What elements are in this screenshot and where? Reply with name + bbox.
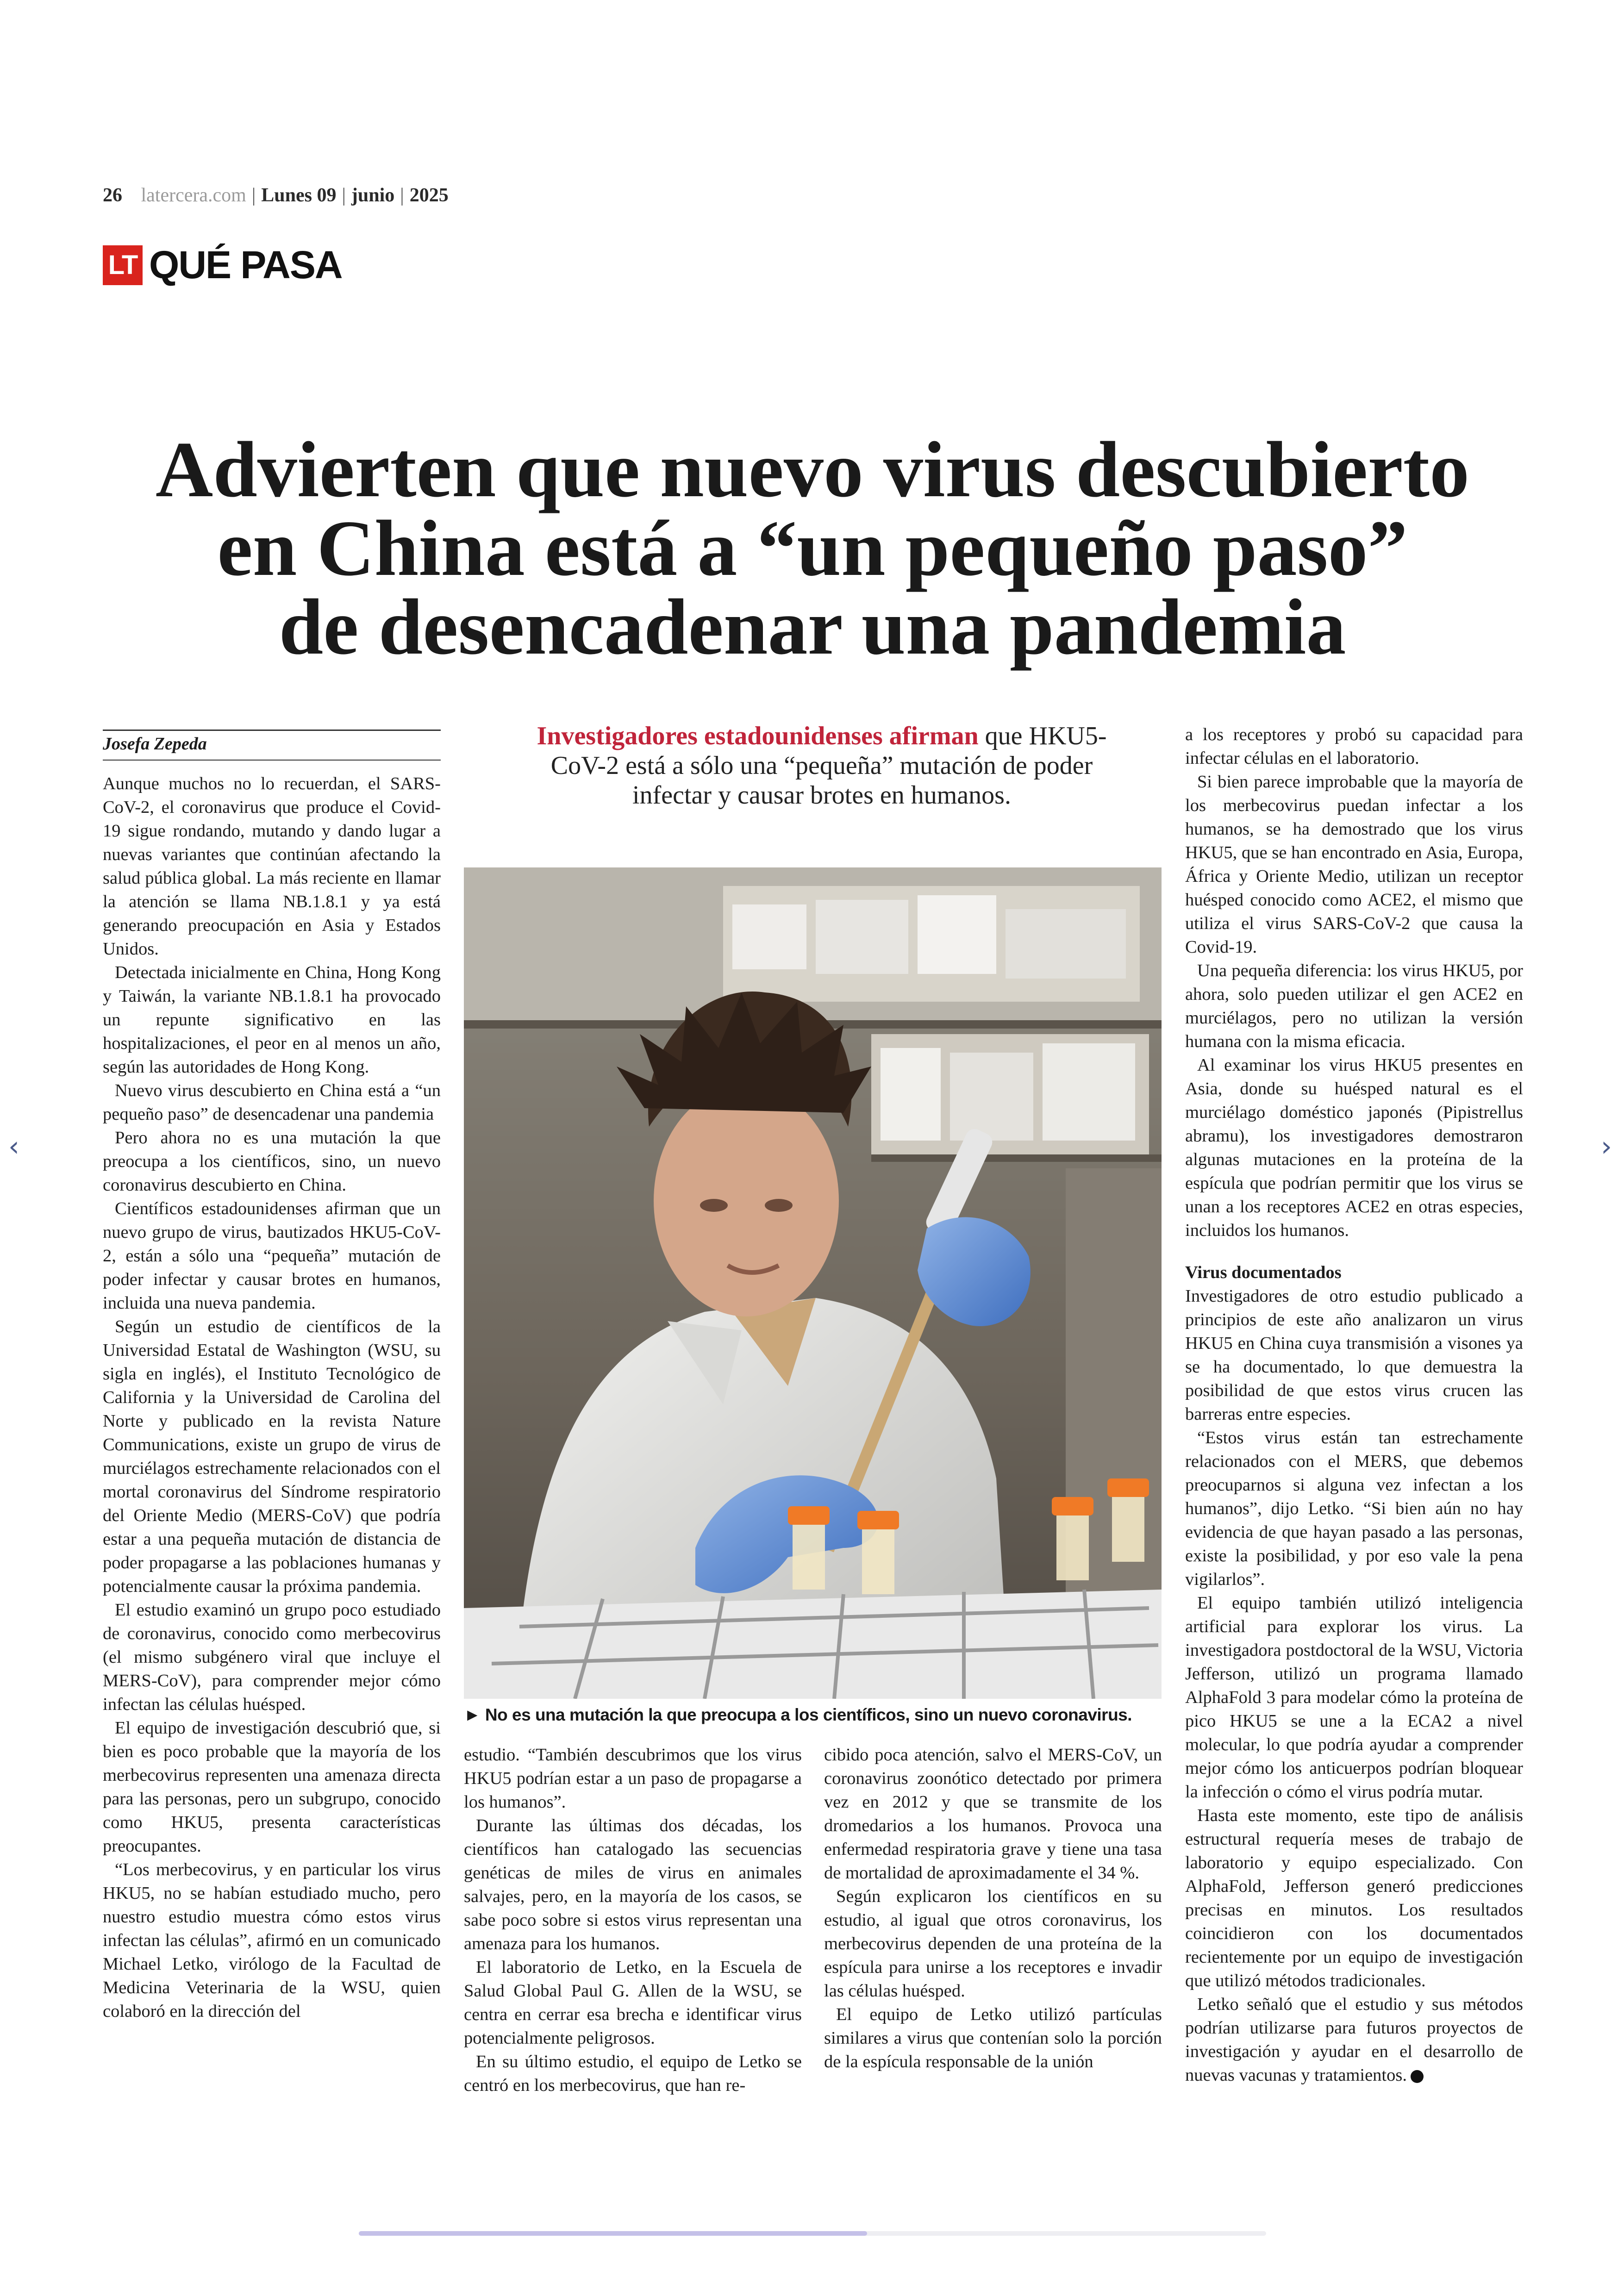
article-column-4 [1185, 723, 1523, 2087]
paragraph: Al examinar los virus HKU5 presentes en Asia, donde su huésped natural es el murciélago doméstico japonés (Pipistrellus abramu), los investigadores demostraron algunas mutaciones en la proteína de la espícula que podrían permitir que los virus se unan a los receptores ACE2 en otras especies, incluidos los humanos. [1185, 1055, 1523, 1240]
page-number: 26 [103, 185, 122, 206]
paragraph: “Los merbecovirus, y en particular los virus HKU5, no se habían estudiado mucho, pero nuestro estudio muestra cómo estos virus infectan las células”, afirmó en un comunicado Michael Letko, virólogo de la Facultad de Medicina Veterinaria de la WSU, quien colaboró en la dirección del [103, 1860, 441, 2021]
paragraph: El equipo también utilizó inteligencia artificial para explorar los virus. La investigadora postdoctoral de la WSU, Victoria Jefferson, utilizó un programa llamado AlphaFold 3 para modelar cómo la proteína de pico HKU5 se une a la ECA2 a nivel molecular, lo que podría ayudar a comprender mejor cómo los anticuerpos podrían bloquear la infección o cómo el virus podría mutar. [1185, 1593, 1523, 1802]
date-month: junio [351, 185, 395, 206]
closing-text: Letko señaló que el estudio y sus métodos podrían utilizarse para futuros proyectos de investigación y ayudar en el desarrollo de nuevas vacunas y tratamientos. [1185, 1995, 1523, 2085]
scroll-thumb[interactable] [359, 2231, 867, 2236]
date-year: 2025 [409, 185, 449, 206]
subheading: Virus documentados [1185, 1263, 1342, 1282]
prev-page-arrow-icon[interactable]: ‹ [8, 1130, 19, 1163]
photo-caption [464, 1705, 1162, 1725]
section-logo [103, 243, 342, 287]
paragraph: El equipo de investigación descubrió que, si bien es poco probable que la mayoría de los merbecovirus representen una amenaza directa para las personas, pero un subgrupo, conocido como HKU5, presenta características preocupantes. [103, 1718, 441, 1856]
paragraph: Según un estudio de científicos de la Universidad Estatal de Washington (WSU, su sigla en inglés), el Instituto Tecnológico de California y la Universidad de Carolina del Norte y publicado en la revista Nature Communications, existe un grupo de virus de murciélagos estrechamente relacionados con el mortal coronavirus del Síndrome respiratorio del Oriente Medio (MERS-CoV) que podría estar a una pequeña mutación de distancia de poder propagarse a las poblaciones humanas y potencialmente causar la próxima pandemia. [103, 1317, 441, 1596]
article-column-2 [464, 1743, 802, 2097]
paragraph: Hasta este momento, este tipo de análisis estructural requería meses de trabajo de laboratorio y equipo especializado. Con AlphaFold, Jefferson generó predicciones precisas en minutos. Los resultados coincidieron con los documentados recientemente por un equipo de investigación que utilizó métodos tradicionales. [1185, 1806, 1523, 1990]
article-photo [464, 867, 1162, 1699]
paragraph: a los receptores y probó su capacidad para infectar células en el laboratorio. [1185, 725, 1523, 768]
paragraph: El equipo de Letko utilizó partículas similares a virus que contenían solo la porción de la espícula responsable de la unión [824, 2005, 1162, 2071]
end-mark-icon [1411, 2070, 1424, 2083]
paragraph: El estudio examinó un grupo poco estudiado de coronavirus, conocido como merbecovirus (el mismo subgénero viral que incluye el MERS-CoV), para comprender mejor cómo infectan las células huésped. [103, 1600, 441, 1714]
paragraph: El laboratorio de Letko, en la Escuela de Salud Global Paul G. Allen de la WSU, se centra en cerrar esa brecha e identificar virus potencialmente peligrosos. [464, 1958, 802, 2048]
headline-line-2: en China está a “un pequeño paso” [217, 505, 1408, 592]
caption-triangle-icon: ► [464, 1705, 481, 1724]
paragraph: cibido poca atención, salvo el MERS-CoV, un coronavirus zoonótico detectado por primera vez en 2012 y que se transmite de los dromedarios a los humanos. Provoca una enfermedad respiratoria grave y tiene una tasa de mortalidad de aproximadamente el 34 %. [824, 1745, 1162, 1883]
scientist-pipette-photo [464, 867, 1162, 1699]
deck-text: que HKU5-CoV-2 está a sólo una “pequeña” mutación de poder infectar y causar brotes en humanos. [550, 722, 1107, 810]
paragraph: Nuevo virus descubierto en China está a “un pequeño paso” de desencadenar una pandemia [103, 1081, 441, 1124]
paragraph: Durante las últimas dos décadas, los científicos han catalogado las secuencias genéticas de miles de virus en animales salvajes, pero, en la mayoría de los casos, se sabe poco sobre si estos virus representan una amenaza para los humanos. [464, 1816, 802, 1953]
paragraph [1185, 1993, 1523, 2087]
deck-highlight: Investigadores estadounidenses afirman [537, 722, 979, 750]
paragraph: Una pequeña diferencia: los virus HKU5, por ahora, solo pueden utilizar el gen ACE2 en murciélagos, pero no utilizan la versión humana con la misma eficacia. [1185, 961, 1523, 1051]
article-column-1 [103, 772, 441, 2023]
headline [120, 426, 1505, 671]
date-day: Lunes 09 [261, 185, 337, 206]
paragraph: Investigadores de otro estudio publicado a principios de este año analizaron un virus HKU5 en China cuya transmisión a visones ya se ha documentado, lo que demuestra la posibilidad de que estos virus crucen las barreras entre especies. [1185, 1286, 1523, 1424]
paragraph: Aunque muchos no lo recuerdan, el SARS-CoV-2, el coronavirus que produce el Covid-19 sigue rondando, mutando y dando lugar a nuevas variantes que continúan afectando la salud pública global. La más reciente en llamar la atención se llama NB.1.8.1 y ya está generando preocupación en Asia y Estados Unidos. [103, 774, 441, 959]
paragraph: Si bien parece improbable que la mayoría de los merbecovirus puedan infectar a los humanos, se ha demostrado que los virus HKU5, que se han encontrado en Asia, Europa, África y Oriente Medio, utilizan un receptor huésped conocido como ACE2, el mismo que utiliza el virus SARS-CoV-2 que causa la Covid-19. [1185, 772, 1523, 957]
caption-text: No es una mutación la que preocupa a los científicos, sino un nuevo coronavirus. [485, 1705, 1132, 1724]
paragraph: Científicos estadounidenses afirman que un nuevo grupo de virus, bautizados HKU5-CoV-2, están a sólo una “pequeña” mutación de poder infectar y causar brotes en humanos, incluida una nueva pandemia. [103, 1199, 441, 1313]
paragraph: “Estos virus están tan estrechamente relacionados con el MERS, que debemos preocuparnos si alguna vez infectan a los humanos”, dijo Letko. “Si bien aún no hay evidencia de que hayan pasado a las personas, existe la posibilidad, y por eso vale la pena vigilarlos”. [1185, 1428, 1523, 1589]
paragraph: estudio. “También descubrimos que los virus HKU5 podrían estar a un paso de propagarse a los humanos”. [464, 1745, 802, 1812]
paragraph: Detectada inicialmente en China, Hong Kong y Taiwán, la variante NB.1.8.1 ha provocado un repunte significativo en las hospitalizaciones, el peor en al menos un año, según las autoridades de Hong Kong. [103, 963, 441, 1077]
byline: Josefa Zepeda [103, 730, 441, 761]
section-name: QUÉ PASA [149, 243, 342, 287]
next-page-arrow-icon[interactable]: › [1601, 1130, 1612, 1163]
headline-line-3: de desencadenar una pandemia [279, 583, 1346, 671]
paragraph: Según explicaron los científicos en su estudio, al igual que otros coronavirus, los merbecovirus dependen de una proteína de la espícula para unirse a los receptores e invadir las células huésped. [824, 1887, 1162, 2001]
article-column-3 [824, 1743, 1162, 2074]
page-folio: 26 latercera.com | Lunes 09 | junio | 2025 [103, 185, 449, 206]
lt-logo: LT [103, 245, 143, 285]
headline-line-1: Advierten que nuevo virus descubierto [156, 426, 1469, 514]
site-name: latercera.com [141, 185, 246, 206]
article-deck [523, 721, 1120, 810]
paragraph: En su último estudio, el equipo de Letko se centró en los merbecovirus, que han re- [464, 2052, 802, 2095]
paragraph: Pero ahora no es una mutación la que preocupa a los científicos, sino, un nuevo coronavirus descubierto en China. [103, 1128, 441, 1195]
